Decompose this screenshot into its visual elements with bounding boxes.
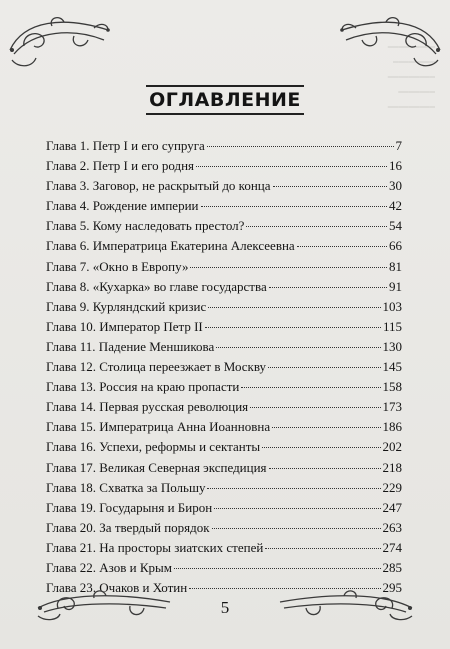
dot-leader — [212, 515, 381, 529]
toc-entry-title: Глава 18. Схватка за Польшу — [46, 479, 206, 495]
dot-leader — [268, 354, 380, 368]
page-number: 5 — [220, 598, 230, 617]
toc-entry-page: 247 — [382, 499, 402, 515]
toc-header — [146, 82, 304, 116]
dot-leader — [265, 535, 380, 549]
toc-entry-title: Глава 2. Петр I и его родня — [46, 158, 195, 174]
toc-entry-title: Глава 21. На просторы зиатских степей — [46, 539, 264, 555]
toc-entry-page: 186 — [382, 419, 402, 435]
toc-entry-title: Глава 17. Великая Северная экспедиция — [46, 459, 267, 475]
header-rule-bottom — [146, 113, 304, 115]
toc-entry-page: 7 — [395, 138, 402, 153]
dot-leader — [201, 193, 388, 207]
dot-leader — [207, 133, 394, 147]
toc-entry-title: Глава 14. Первая русская революция — [46, 399, 249, 415]
toc-entry-page: 158 — [382, 379, 402, 395]
toc-entry-title: Глава 5. Кому наследовать престол? — [46, 218, 245, 234]
toc-entry-page: 16 — [389, 158, 402, 174]
dot-leader — [269, 274, 387, 288]
toc-entry-title: Глава 12. Столица переезжает в Москву — [46, 359, 267, 375]
toc-entry-page: 202 — [382, 439, 402, 455]
toc-entry-title: Глава 3. Заговор, не раскрытый до конца — [46, 178, 271, 194]
toc-entry-title: Глава 10. Император Петр II — [46, 318, 203, 334]
toc-entry-title: Глава 19. Государыня и Бирон — [46, 499, 213, 515]
dot-leader — [246, 213, 387, 227]
toc-entry-page: 229 — [382, 479, 402, 495]
toc-entry-title: Глава 15. Императрица Анна Иоанновна — [46, 419, 271, 435]
toc-entry-page: 173 — [382, 399, 402, 415]
toc-entry-title: Глава 22. Азов и Крым — [46, 559, 172, 575]
dot-leader — [241, 374, 380, 388]
toc-entry-page: 145 — [382, 359, 402, 375]
corner-flourish-top-right — [334, 10, 446, 74]
toc-entry-page: 130 — [382, 338, 402, 354]
toc-entry-page: 103 — [382, 298, 402, 314]
toc-entry-title: Глава 7. «Окно в Европу» — [46, 258, 189, 274]
dot-leader — [196, 153, 387, 167]
dot-leader — [250, 394, 380, 408]
dot-leader — [272, 414, 380, 428]
bleed-through-text: ⎯⎯⎯⎯⎯⎯⎯⎯⎯ ⎯⎯⎯⎯⎯⎯⎯⎯ ⎯⎯⎯⎯⎯⎯⎯⎯⎯ ⎯⎯⎯⎯⎯⎯⎯ ⎯⎯⎯⎯⎯⎯⎯⎯⎯ — [387, 42, 435, 113]
dot-leader — [269, 455, 381, 469]
dot-leader — [216, 334, 380, 348]
corner-flourish-top-left — [4, 10, 116, 74]
dot-leader — [207, 475, 380, 489]
dot-leader — [297, 233, 387, 247]
dot-leader — [189, 575, 380, 589]
dot-leader — [262, 434, 380, 448]
toc-entry-title: Глава 9. Курляндский кризис — [46, 298, 207, 314]
dot-leader — [208, 294, 380, 308]
toc-entry-page: 66 — [389, 238, 402, 254]
table-of-contents — [46, 136, 402, 598]
dot-leader — [214, 495, 380, 509]
toc-entry-title: Глава 20. За твердый порядок — [46, 519, 210, 535]
toc-entry-title: Глава 16. Успехи, реформы и сектанты — [46, 439, 261, 455]
dot-leader — [190, 254, 387, 268]
toc-entry-page: 115 — [382, 318, 402, 334]
toc-entry-page: 263 — [382, 519, 402, 535]
toc-entry-title: Глава 8. «Кухарка» во главе государства — [46, 278, 267, 294]
toc-entry-page: 274 — [382, 539, 402, 555]
page-title: ОГЛАВЛЕНИЕ — [149, 89, 301, 111]
toc-entry-page: 42 — [389, 198, 402, 214]
toc-entry-page: 295 — [382, 580, 402, 596]
toc-entry-title: Глава 4. Рождение империи — [46, 198, 199, 214]
toc-entry-title: Глава 11. Падение Меншикова — [46, 338, 215, 354]
toc-entry-title: Глава 13. Россия на краю пропасти — [46, 379, 240, 395]
toc-entry-page: 30 — [389, 178, 402, 194]
toc-entry-title: Глава 1. Петр I и его супруга — [46, 138, 205, 153]
dot-leader — [174, 555, 381, 569]
toc-entry-page: 218 — [382, 459, 402, 475]
toc-entry-title: Глава 6. Императрица Екатерина Алексеевна — [46, 238, 295, 254]
toc-entry-page: 91 — [389, 278, 402, 294]
toc-entry-title: Глава 23. Очаков и Хотин — [46, 580, 188, 596]
dot-leader — [273, 173, 387, 187]
toc-entry-page: 54 — [389, 218, 402, 234]
toc-entry-page: 285 — [382, 559, 402, 575]
dot-leader — [205, 314, 381, 328]
toc-entry-page: 81 — [389, 258, 402, 274]
